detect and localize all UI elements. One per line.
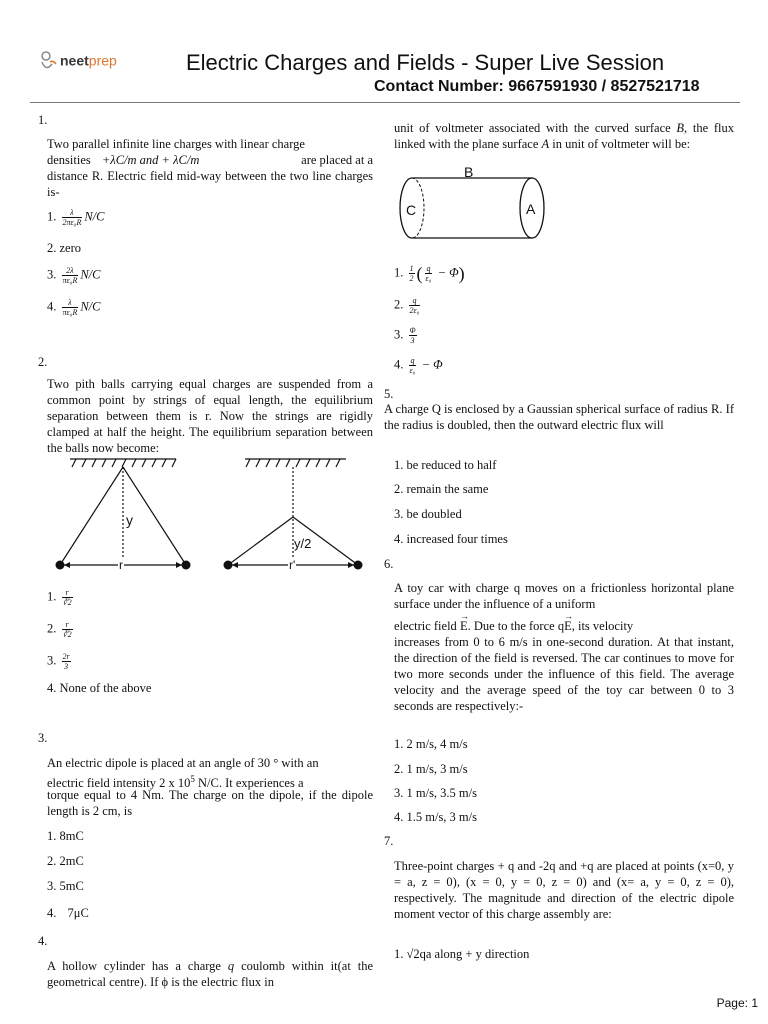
q3-option-1[interactable]: 1. 8mC	[47, 829, 84, 843]
q1-o1-fraction	[62, 208, 83, 227]
q4-o4-label: 4.	[394, 357, 404, 372]
q7-option-1[interactable]	[394, 946, 529, 962]
q3-text-part2: N/C. It experiences a	[194, 776, 304, 791]
q1-o4-label: 4.	[47, 299, 57, 314]
q1-text-part1: densities	[47, 153, 91, 167]
q3-o4-value: 7μC	[67, 906, 89, 920]
q5-option-2[interactable]: 2. remain the same	[394, 482, 489, 496]
q1-o4-fraction	[62, 298, 79, 317]
q2-ball-left-2	[224, 561, 233, 570]
q2-ball-right-2	[354, 561, 363, 570]
q2-o1-num: r	[62, 588, 73, 598]
q4-o4-den: ε₀	[409, 366, 416, 375]
q3-number: 3.	[38, 731, 48, 745]
q3-option-4[interactable]	[47, 905, 89, 921]
q4-o2-fraction	[409, 296, 421, 315]
q4-o2-den: 2ε₀	[409, 306, 420, 315]
q2-option-4[interactable]: 4. None of the above	[47, 681, 152, 695]
q1-o1-unit: N/C	[84, 209, 105, 224]
q2-o1-fraction	[62, 588, 73, 607]
q6-option-1[interactable]: 1. 2 m/s, 4 m/s	[394, 737, 468, 751]
page-title: Electric Charges and Fields - Super Live Session	[186, 50, 665, 75]
q4-cont-B: B	[676, 121, 685, 135]
q6-text-line3: increases from 0 to 6 m/s in one-second duration. At that instant, the direction of the field is reversed. The car continues to move for two more seconds under the influence of this field. The average velocity and the average speed of the toy car between 0 to 3 seconds are respectively:-	[394, 635, 734, 713]
q2-option-3[interactable]	[47, 652, 73, 671]
q2-fig-label-y: y	[126, 512, 133, 528]
q6-text-part2: . Due to the force q	[467, 619, 565, 633]
q4-o3-label: 3.	[394, 327, 404, 342]
q6-text-line1: A toy car with charge q moves on a frictionless horizontal plane surface under the influence of a uniform	[394, 581, 734, 611]
q4-text-continued	[394, 120, 734, 152]
q2-o1-label: 1.	[47, 589, 57, 604]
q4-text-part2: coulomb within it(at the geometrical centre). If ϕ is the electric flux in	[47, 959, 374, 989]
q1-option-4[interactable]	[47, 298, 100, 317]
q5-number: 5.	[384, 387, 394, 401]
q6-option-4[interactable]: 4. 1.5 m/s, 3 m/s	[394, 810, 477, 824]
q4-cont-part1: unit of voltmeter associated with the curved surface	[394, 121, 671, 135]
q4-cont-part2: , the flux linked with the plane surface	[394, 121, 734, 151]
q4-fig-label-B: B	[464, 164, 474, 180]
q5-option-1[interactable]: 1. be reduced to half	[394, 458, 497, 472]
neetprep-logo	[38, 50, 117, 74]
q1-o3-num: 2λ	[62, 266, 79, 276]
q6-vector-E2-letter: E	[564, 619, 572, 633]
q2-number: 2.	[38, 355, 48, 369]
q2-fig-label-r: r	[119, 558, 123, 572]
q2-o3-fraction	[62, 652, 71, 671]
q2-option-1[interactable]	[47, 588, 75, 607]
q4-o3-num: Φ	[409, 326, 416, 335]
q1-option-1[interactable]	[47, 208, 104, 227]
q5-text: A charge Q is enclosed by a Gaussian spherical surface of radius R. If the radius is doubled, then the outward electric flux will	[384, 402, 734, 432]
q2-o3-num: 2r	[62, 652, 70, 661]
q4-option-2[interactable]	[394, 296, 422, 315]
q3-option-2[interactable]: 2. 2mC	[47, 854, 84, 868]
q1-o1-num: λ	[62, 208, 83, 218]
q2-o2-den: ∛2	[62, 630, 72, 639]
q6-option-2[interactable]: 2. 1 m/s, 3 m/s	[394, 762, 468, 776]
q6-text-part3: , its velocity	[571, 619, 634, 633]
q1-o3-label: 3.	[47, 267, 57, 282]
q4-o1-half-num: 1	[409, 264, 414, 273]
q4-o1-fraction	[425, 264, 433, 283]
q7-o1-label: 1.	[394, 947, 404, 961]
q1-text-part3: are placed at a	[301, 153, 373, 167]
q1-o1-label: 1.	[47, 209, 57, 224]
q7-o1-text: √2qa along + y direction	[406, 947, 530, 961]
logo-prep-text: prep	[88, 52, 117, 69]
q4-o1-half-den: 2	[409, 274, 414, 283]
q1-text-line3: distance R. Electric field mid-way between the two line charges is-	[47, 169, 373, 199]
q4-o4-num: q	[410, 356, 415, 365]
q2-o1-den: ∛2	[62, 598, 72, 607]
q2-o2-label: 2.	[47, 621, 57, 636]
q4-o1-half	[409, 264, 415, 283]
q4-fig-label-A: A	[526, 201, 536, 217]
q4-o2-label: 2.	[394, 297, 404, 312]
q7-number: 7.	[384, 834, 394, 848]
q2-o2-fraction	[62, 620, 73, 639]
q2-option-2[interactable]	[47, 620, 75, 639]
q4-text-q: q	[227, 959, 235, 973]
q6-text-part1: electric field	[394, 619, 457, 633]
q1-text-line2	[47, 152, 373, 168]
q6-vector-E-letter: E	[459, 619, 468, 633]
q3-text-part1: electric field intensity 2 x 10	[47, 776, 191, 791]
q2-fig-label-r-prime: r'	[289, 558, 296, 572]
q4-o3-den: 3	[410, 336, 415, 345]
q6-option-3[interactable]: 3. 1 m/s, 3.5 m/s	[394, 786, 477, 800]
q2-ball-left-1	[56, 561, 65, 570]
logo-person-icon	[38, 50, 60, 74]
q1-text-line1: Two parallel infinite line charges with linear charge	[47, 137, 305, 151]
logo-neet-text: neet	[60, 52, 89, 69]
q2-text: Two pith balls carrying equal charges are suspended from a common point by strings of equal length, the equilibrium separation between them is r. Now the strings are rigidly clamped at half the height. The equilibrium separation between the balls now become:	[47, 377, 373, 455]
q2-pith-balls-figure	[40, 455, 380, 580]
q3-text-line3: torque equal to 4 Nm. The charge on the dipole, if the dipole length is 2 cm, is	[47, 788, 373, 818]
q4-o1-rest: − Φ	[437, 265, 459, 280]
q1-o4-num: λ	[62, 298, 79, 308]
q1-o4-den: πε₀R	[62, 308, 78, 317]
contact-number: Contact Number: 9667591930 / 8527521718	[374, 78, 700, 95]
q1-o3-unit: N/C	[80, 267, 101, 282]
q1-math-densities: +λC/m and + λC/m	[101, 153, 200, 167]
q1-o4-unit: N/C	[80, 299, 101, 314]
q6-number: 6.	[384, 557, 394, 571]
header-divider	[30, 102, 740, 103]
q4-o2-num: q	[409, 296, 421, 306]
q3-option-3[interactable]: 3. 5mC	[47, 879, 84, 893]
q5-option-3[interactable]: 3. be doubled	[394, 507, 462, 521]
q1-o1-den: 2πε₀R	[62, 218, 82, 227]
q4-o1-den: ε₀	[425, 274, 432, 283]
q6-vector-E2: → E	[564, 611, 574, 633]
q4-o4-rest: − Φ	[421, 357, 443, 372]
q2-o2-num: r	[62, 620, 73, 630]
q4-text-part1: A hollow cylinder has a charge	[47, 959, 221, 973]
q4-o4-fraction	[409, 356, 417, 375]
page-number: Page: 1	[716, 996, 758, 1010]
q1-option-3[interactable]	[47, 266, 100, 285]
q4-option-3[interactable]	[394, 326, 419, 345]
q4-option-4[interactable]	[394, 356, 443, 375]
q4-o1-num: q	[426, 264, 431, 273]
q4-option-1[interactable]: 1. $\frac{1}{2}$ ( $\frac{q}{\text{ε₀}}$ − Φ)	[394, 263, 465, 284]
q4-cont-A: A	[541, 137, 550, 151]
q3-text-exponent: 5	[190, 774, 195, 784]
q2-o3-label: 3.	[47, 653, 57, 668]
q6-vector-E: → E	[459, 611, 469, 633]
q4-number: 4.	[38, 934, 48, 948]
q6-text-line2	[394, 611, 734, 634]
q2-ball-right-1	[182, 561, 191, 570]
q4-o3-fraction	[409, 326, 417, 345]
q3-text-line1: An electric dipole is placed at an angle of 30 ° with an	[47, 756, 319, 770]
q2-o3-den: 3	[64, 662, 69, 671]
q1-option-2[interactable]: 2. zero	[47, 241, 82, 255]
q2-fig-label-y-half: y/2	[294, 536, 312, 551]
q4-o1-label: 1.	[394, 265, 404, 280]
q4-cont-part3: in unit of voltmeter will be:	[552, 137, 691, 151]
q7-text: Three-point charges + q and -2q and +q are placed at points (x=0, y = a, z = 0), (x = 0, y = 0, z = 0) and (x= a, y = 0, z = 0), respectively. The magnitude and direction of the electric dipole moment vector of this charge assembly are:	[394, 859, 734, 921]
q5-option-4[interactable]: 4. increased four times	[394, 532, 508, 546]
q1-number: 1.	[38, 113, 48, 127]
q1-o3-fraction	[62, 266, 79, 285]
q3-o4-label: 4.	[47, 906, 57, 920]
q1-o3-den: πε₀R	[62, 276, 78, 285]
q4-text	[47, 958, 373, 990]
q4-fig-label-C: C	[406, 202, 417, 218]
